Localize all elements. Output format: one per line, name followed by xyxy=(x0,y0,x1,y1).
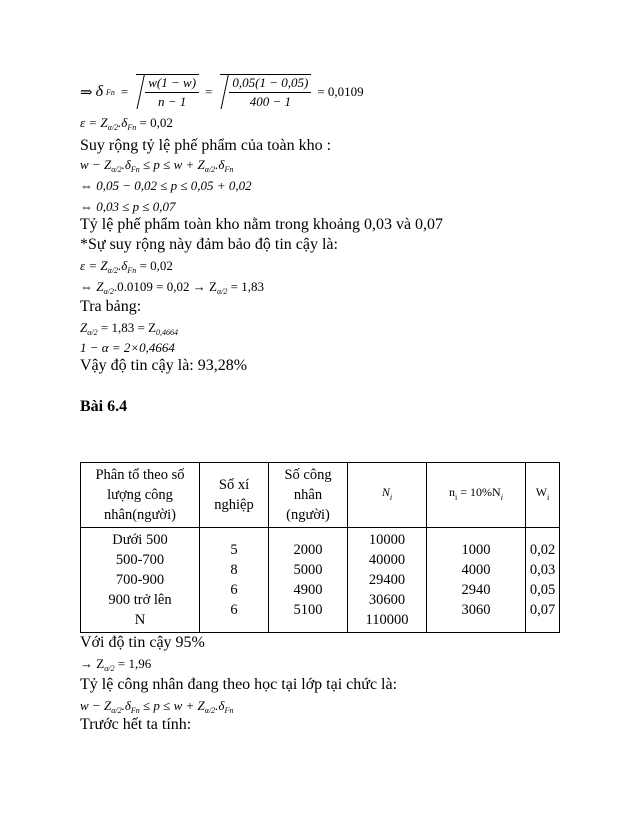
cell-line: 1000 xyxy=(461,542,491,558)
subscript: Fn xyxy=(224,706,234,715)
subscript: α/2 xyxy=(104,664,115,673)
data-table xyxy=(80,462,560,633)
formula-text: w − Z xyxy=(80,157,112,172)
header-cell: Phân tổ theo số lượng công nhân(người) xyxy=(81,463,200,528)
text-confidence-95: Với độ tin cậy 95% xyxy=(80,634,205,651)
cell-line: 700-900 xyxy=(115,572,165,588)
table-row xyxy=(81,528,560,633)
cell-line: 0,05 xyxy=(529,582,556,598)
formula-text: = 0,02 xyxy=(136,258,173,273)
header-cell xyxy=(348,463,427,528)
cell-line: 6 xyxy=(230,602,238,618)
cell-line: 900 trở lên xyxy=(108,592,172,608)
table-cell xyxy=(81,528,200,633)
delta-symbol: δ xyxy=(95,83,104,100)
formula-epsilon-2 xyxy=(80,258,173,275)
formula-text: ⇔ Z xyxy=(80,279,104,294)
equals-sign-2: = xyxy=(205,84,213,99)
formula-text: = 0,02 xyxy=(136,115,173,130)
cell-line: 10000 xyxy=(368,532,406,548)
formula-text: .δ xyxy=(121,698,131,713)
cell-line: 5100 xyxy=(293,602,323,618)
text-tra-bang: Tra bảng: xyxy=(80,298,142,315)
delta-subscript: Fn xyxy=(106,87,115,97)
header-cell: Số công nhân (người) xyxy=(269,463,348,528)
formula-text: ≤ p ≤ w + Z xyxy=(139,157,205,172)
formula-z-solve xyxy=(80,279,264,296)
subscript: 0,4664 xyxy=(156,328,179,337)
fraction-1-denominator: n − 1 xyxy=(158,94,187,109)
subscript: Fn xyxy=(127,266,137,275)
subscript: α/2 xyxy=(87,328,98,337)
subscript: α/2 xyxy=(204,165,216,174)
cell-line: 29400 xyxy=(368,572,406,588)
formula-text: ε = Z xyxy=(80,258,108,273)
text-ratio-workers: Tỷ lệ công nhân đang theo học tại lớp tại chức là: xyxy=(80,676,398,693)
formula-text: = 1,96 xyxy=(114,656,152,671)
formula-alpha: 1 − α = 2×0,4664 xyxy=(80,340,175,355)
cell-line: 6 xyxy=(230,582,238,598)
subscript: Fn xyxy=(127,123,137,132)
cell-line: Dưới 500 xyxy=(112,532,168,548)
subscript: α/2 xyxy=(111,165,122,174)
fraction-2-denominator: 400 − 1 xyxy=(249,94,291,109)
formula-text: Z xyxy=(80,320,88,335)
cell-line: 5 xyxy=(230,542,238,558)
header-subscript: i xyxy=(547,492,550,502)
cell-line: 5000 xyxy=(293,562,323,578)
table-cell xyxy=(348,528,427,633)
header-text: W xyxy=(535,485,548,500)
cell-line: 40000 xyxy=(368,552,406,568)
fraction-2-numerator: 0,05(1 − 0,05) xyxy=(229,75,311,93)
header-text: N xyxy=(381,485,390,500)
formula-text: .δ xyxy=(121,157,131,172)
sqrt-1 xyxy=(136,74,199,110)
table-cell xyxy=(427,528,526,633)
formula-z-lookup xyxy=(80,320,178,337)
header-text: n xyxy=(449,485,456,500)
formula-text: .δ xyxy=(118,258,128,273)
text-confidence-result: Vậy độ tin cậy là: 93,28% xyxy=(80,357,248,374)
cell-line: 4000 xyxy=(461,562,491,578)
subscript: α/2 xyxy=(107,123,119,132)
formula-text: = 1,83 xyxy=(227,279,264,294)
table-cell xyxy=(200,528,269,633)
cell-line: 110000 xyxy=(365,612,409,628)
formula-interval xyxy=(80,157,233,174)
cell-line: 8 xyxy=(230,562,238,578)
text-confidence-intro: *Sự suy rộng này đảm bảo độ tin cậy là: xyxy=(80,236,338,253)
implies-arrow: ⇒ xyxy=(80,84,93,101)
equals-sign: = xyxy=(120,84,129,99)
header-subscript: i xyxy=(455,492,458,502)
subscript: Fn xyxy=(130,706,140,715)
formula-text: .0.0109 = 0,02 → Z xyxy=(113,279,217,294)
formula-interval-numeric: ⇔ 0,05 − 0,02 ≤ p ≤ 0,05 + 0,02 xyxy=(80,178,252,193)
formula-text: → Z xyxy=(80,656,105,671)
table-header-row xyxy=(81,463,560,528)
cell-line: 2000 xyxy=(293,542,323,558)
subscript: α/2 xyxy=(216,287,228,296)
header-subscript: i xyxy=(389,492,393,502)
formula-z-196 xyxy=(80,656,151,673)
header-cell xyxy=(526,463,560,528)
cell-line: N xyxy=(134,612,146,628)
table-cell xyxy=(526,528,560,633)
formula-text: = 1,83 = Z xyxy=(97,320,157,335)
subscript: α/2 xyxy=(204,706,216,715)
section-heading: Bài 6.4 xyxy=(80,398,128,415)
formula-text: .δ xyxy=(215,157,225,172)
text-suy-rong: Suy rộng tỷ lệ phế phẩm của toàn kho : xyxy=(80,137,332,154)
table-cell xyxy=(269,528,348,633)
formula-interval-result: ⇔ 0,03 ≤ p ≤ 0,07 xyxy=(80,199,176,214)
subscript: α/2 xyxy=(111,706,122,715)
formula-interval-2 xyxy=(80,698,233,715)
sqrt-2 xyxy=(220,74,311,110)
cell-line: 0,07 xyxy=(529,602,556,618)
cell-line: 2940 xyxy=(461,582,491,598)
subscript: Fn xyxy=(224,165,234,174)
fraction-1-numerator: w(1 − w) xyxy=(145,75,199,93)
formula-text: w − Z xyxy=(80,698,112,713)
delta-result: = 0,0109 xyxy=(317,84,364,99)
header-text: = 10%N xyxy=(457,485,501,500)
cell-line: 30600 xyxy=(368,592,406,608)
header-subscript: i xyxy=(500,492,503,502)
cell-line: 0,03 xyxy=(529,562,556,578)
formula-text: ε = Z xyxy=(80,115,108,130)
cell-line: 500-700 xyxy=(115,552,165,568)
subscript: α/2 xyxy=(103,287,114,296)
text-range: Tỷ lệ phế phẩm toàn kho nằm trong khoảng 0,03 và 0,07 xyxy=(80,216,444,233)
formula-text: .δ xyxy=(118,115,128,130)
cell-line: 4900 xyxy=(293,582,323,598)
cell-line: 0,02 xyxy=(529,542,556,558)
text-first-compute: Trước hết ta tính: xyxy=(80,716,192,733)
subscript: α/2 xyxy=(107,266,119,275)
header-cell xyxy=(427,463,526,528)
header-cell: Số xí nghiệp xyxy=(200,463,269,528)
formula-epsilon xyxy=(80,115,173,132)
cell-line: 3060 xyxy=(461,602,491,618)
subscript: Fn xyxy=(130,165,140,174)
formula-delta-fn xyxy=(80,72,364,112)
formula-text: .δ xyxy=(215,698,225,713)
formula-text: ≤ p ≤ w + Z xyxy=(139,698,205,713)
